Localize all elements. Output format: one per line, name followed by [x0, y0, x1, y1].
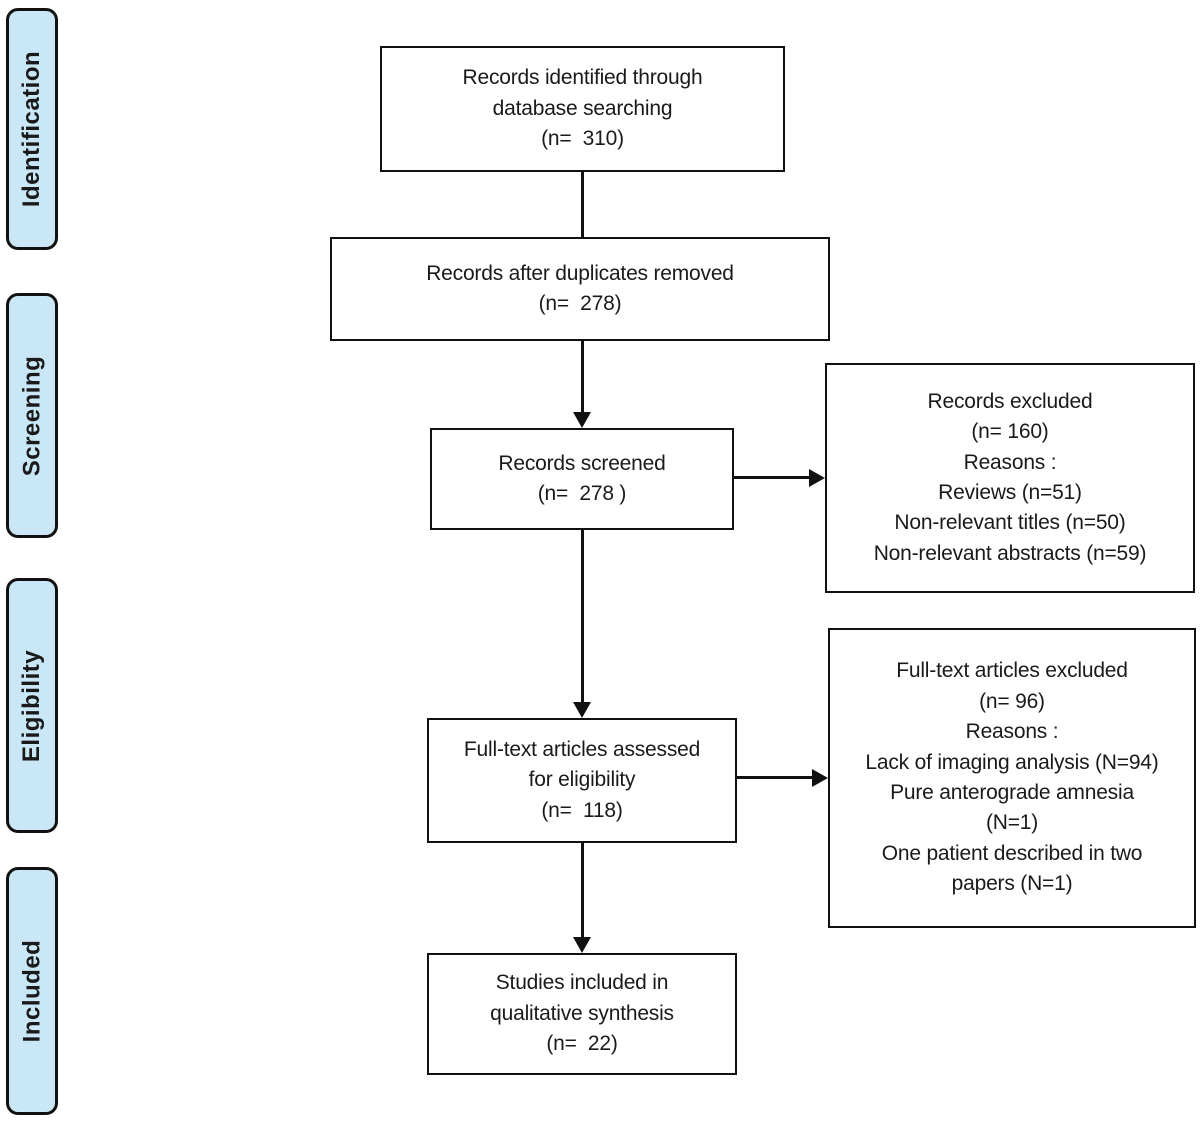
box-records-excluded [825, 363, 1195, 593]
box-fulltext-excluded-count: (n= 96) [979, 689, 1045, 713]
connector-fulltext-to-excluded [736, 776, 814, 779]
connector-fulltext-to-included [581, 842, 584, 938]
stage-included-label: Included [18, 939, 46, 1043]
box-duplicates-removed-line-1: Records after duplicates removed [426, 261, 734, 285]
box-duplicates-removed [330, 237, 830, 341]
arrowhead-duplicates-to-screened [573, 412, 591, 428]
box-fulltext-assessed [427, 718, 737, 843]
arrowhead-screened-to-excluded [809, 469, 825, 487]
box-fulltext-assessed-line-1: Full-text articles assessed [463, 737, 701, 761]
connector-identified-to-duplicates [581, 171, 584, 238]
box-studies-included [427, 953, 737, 1075]
stage-eligibility [6, 578, 58, 833]
box-records-excluded-line-1: Records excluded [927, 389, 1093, 413]
box-records-identified-line-2: database searching [492, 96, 673, 120]
box-records-screened-count: (n= 278 ) [537, 482, 627, 505]
box-records-excluded-reasons-heading: Reasons : [963, 450, 1057, 474]
box-fulltext-excluded-reason-amnesia: Pure anterograde amnesia [890, 781, 1134, 804]
box-records-screened [430, 428, 734, 530]
arrowhead-fulltext-to-excluded [812, 769, 828, 787]
box-fulltext-excluded-line-1: Full-text articles excluded [896, 659, 1128, 683]
stage-identification-label: Identification [18, 50, 45, 208]
box-records-identified-count: (n= 310) [541, 127, 624, 151]
box-studies-included-count: (n= 22) [546, 1032, 618, 1056]
box-records-excluded-reason-abstracts: Non-relevant abstracts (n=59) [873, 541, 1147, 565]
box-studies-included-line-1: Studies included in [495, 971, 669, 995]
box-fulltext-assessed-count: (n= 118) [541, 798, 623, 822]
connector-screened-to-fulltext [581, 529, 584, 703]
box-fulltext-excluded-reasons-heading: Reasons : [965, 720, 1059, 744]
arrowhead-fulltext-to-included [573, 937, 591, 953]
arrowhead-screened-to-fulltext [573, 702, 591, 718]
stage-eligibility-label: Eligibility [18, 649, 45, 762]
box-fulltext-excluded-reason-imaging: Lack of imaging analysis (N=94) [865, 750, 1159, 774]
stage-screening-label: Screening [18, 355, 46, 476]
box-fulltext-excluded-reason-amnesia-count: (N=1) [985, 811, 1039, 835]
connector-screened-to-excluded [733, 476, 811, 479]
box-records-identified [380, 46, 785, 172]
box-records-excluded-reason-titles: Non-relevant titles (n=50) [894, 511, 1126, 535]
stage-included [6, 867, 58, 1115]
stage-screening [6, 293, 58, 538]
box-records-excluded-count: (n= 160) [971, 420, 1049, 444]
box-records-identified-line-1: Records identified through [462, 66, 703, 90]
connector-duplicates-to-screened [581, 340, 584, 414]
stage-identification [6, 8, 58, 250]
box-fulltext-excluded [828, 628, 1196, 928]
box-fulltext-excluded-reason-twopapers: One patient described in two [881, 841, 1143, 865]
box-records-screened-line-1: Records screened [498, 451, 666, 475]
box-studies-included-line-2: qualitative synthesis [490, 1001, 674, 1025]
box-fulltext-excluded-reason-twopapers-count: papers (N=1) [951, 872, 1073, 896]
box-duplicates-removed-count: (n= 278) [538, 292, 622, 315]
box-fulltext-assessed-line-2: for eligibility [528, 768, 636, 792]
box-records-excluded-reason-reviews: Reviews (n=51) [938, 481, 1082, 504]
